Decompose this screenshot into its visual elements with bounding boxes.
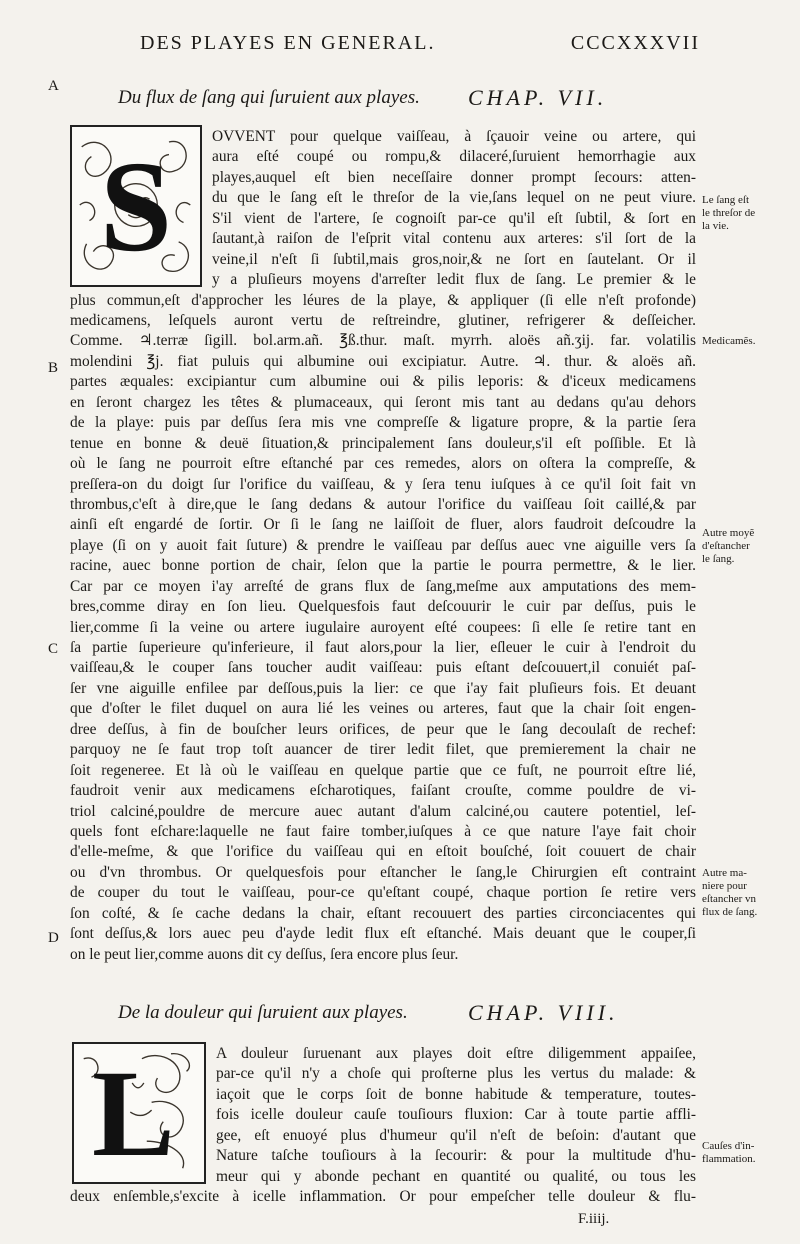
text-line: thrombus,c'eſt à dire,que le ſang dedans & autour l'orifice du vaiſſeau ſoit caillé,& par	[70, 495, 696, 513]
margin-letter-a: A	[48, 78, 59, 94]
text-line: bres,comme diray en ſon lieu. Quelquesfois faut deſcouurir le cuir par deſſus, puis le	[70, 598, 696, 616]
margin-letter-b: B	[48, 360, 59, 376]
text-line: iaçoit que le corps ſoit de bonne habitude & temperature, toutes-	[216, 1085, 696, 1103]
text-line: Comme. ♃.terræ ſigill. bol.arm.añ. ℥ß.thur. maſt. myrrh. aloës añ.ʒij. far. volatilis	[70, 332, 696, 350]
note-line: le ſang.	[702, 553, 735, 565]
ornamented-initial-l	[72, 1042, 206, 1184]
text-line: d'elle-meſme, & que l'orifice du vaiſſeau qui en eſtoit bouſché, ſoit couuert de chair	[70, 843, 696, 861]
text-line: ſon coſté, & ſe cache dedans la chair, eſtant recouuert des parties circonciacentes qui	[70, 904, 696, 922]
text-line: ſer vne aiguille enfilee par deſſous,puis la lier: ce que i'ay fait pluſieurs fois. Et deuant	[70, 679, 696, 697]
text-line: ſa partie ſuperieure qu'inferieure, il faut alors,pour la lier, eſleuer le cuir à l'endroit du	[70, 639, 696, 657]
chapter-8-number: CHAP. VIII.	[468, 1000, 619, 1025]
text-line: racine, auec bonne portion de chair, ſelon que la partie le pourra permettre, & le lier.	[70, 557, 696, 575]
text-line: playes,auquel eſt bien neceſſaire donner prompt ſecours: atten-	[212, 168, 696, 186]
text-line: deux enſemble,s'excite à icelle inflammation. Or pour empeſcher telle douleur & flu-	[70, 1188, 696, 1206]
text-line: quels font eſchare:laquelle ne faut faire tomber,iuſques à ce que nature l'aye fait choir	[70, 822, 696, 840]
marginal-note	[702, 1140, 794, 1166]
text-line: parquoy ne ſe faut trop toſt auancer de tirer ledit filet, que premierement la chair ne	[70, 741, 696, 759]
text-line: partes æquales: excipiantur cum albumine oui & pilis leporis: & d'iceux medicamens	[70, 373, 696, 391]
text-line: S'il vient de l'artere, ſe cognoiſt par-ce qu'il eſt ſubtil, & ſort en	[212, 209, 696, 227]
text-line: où le ſang ne pourroit eſtre eſtanché par ces remedes, alors on oſtera la compreſſe, &	[70, 455, 696, 473]
text-line: medicamens, leſquels auront vertu de reſtreindre, glutiner, refrigerer & deſſeicher.	[70, 312, 696, 330]
note-line: niere pour	[702, 880, 747, 892]
text-line: vaiſſeau,& le couper ſans toucher audit vaiſſeau: puis eſtant deſcouuert,il conuiét paſ-	[70, 659, 696, 677]
text-line: triol calciné,pouldre de mercure auec autant d'alum calciné,ou cautere potentiel, leſ-	[70, 802, 696, 820]
marginal-note	[702, 867, 794, 919]
text-line: plus commun,eſt d'approcher les léures de la playe, & appliquer (ſi elle n'eſt profonde)	[70, 291, 696, 309]
text-line: A douleur ſuruenant aux playes doit eſtre diligemment appaiſee,	[216, 1045, 696, 1062]
text-line: on le peut lier,comme auons dit cy deſſus, ſera encore plus ſeur.	[70, 945, 459, 963]
text-line: dree deſſus, à fin de bouſcher leurs orifices, de peur que le ſang decoulaſt de rechef:	[70, 720, 696, 738]
note-line: Le ſang eſt	[702, 194, 750, 206]
text-line: ou d'vn thrombus. Or quelquesfois pour eſtancher le ſang,le Chirurgien eſt contraint	[70, 863, 696, 881]
note-line: le threſor de	[702, 207, 756, 219]
text-line: Car par ce moyen i'ay arreſté de grans flux de ſang,meſme aux amputations des mem-	[70, 577, 696, 595]
note-line: Cauſes d'in-	[702, 1140, 755, 1152]
chapter-8-body	[70, 1187, 696, 1207]
text-line: veine,il n'eſt ſi ſubtil,mais gros,noir,& ne ſort en ſautelant. Or il	[212, 250, 696, 268]
initial-letter-l: L	[92, 1045, 175, 1182]
initial-letter-s: S	[99, 135, 173, 279]
margin-letter-d: D	[48, 930, 59, 946]
note-line: flux de ſang.	[702, 906, 758, 918]
text-line: y a pluſieurs moyens d'arreſter ledit flux de ſang. Le premier & le	[212, 271, 696, 289]
running-title: DES PLAYES EN GENERAL.	[140, 32, 436, 54]
folio-number: CCCXXXVII	[570, 32, 700, 54]
text-line: ſautant,à raiſon de l'eſprit vital contenu aux arteres: s'il ſort de la	[212, 230, 696, 248]
marginal-note	[702, 194, 794, 233]
text-line: de la playe: puis par deſſus ſera mis vne compreſſe & ligature propre, & la partie ſera	[70, 414, 696, 432]
text-line: de couper du tout le vaiſſeau, pour-ce qu'eſtant coupé, chaque portion ſe retire vers	[70, 884, 696, 902]
note-line: Medicamẽs.	[702, 335, 756, 347]
text-line: OVVENT pour quelque vaiſſeau, à ſçauoir veine ou artere, qui	[212, 128, 696, 145]
margin-letter-c: C	[48, 641, 59, 657]
text-line: aura eſté coupé ou rompu,& dilaceré,ſuruient hemorrhagie aux	[212, 148, 696, 166]
chapter-7-title: Du flux de ſang qui ſuruient aux playes.	[118, 87, 420, 108]
text-line: lier,comme ſi la veine ou artere iugulaire auroyent eſté coupees: ſi elle ſe retire tant en	[70, 618, 696, 636]
note-line: Autre ma-	[702, 867, 747, 879]
text-line: par-ce qu'il n'y a choſe qui proſterne plus les vertus du malade: &	[216, 1065, 696, 1083]
chapter-7-opening	[212, 127, 696, 291]
text-line: du que le ſang eſt le threſor de la vie,ſans lequel on ne peut viure.	[212, 189, 696, 207]
text-line: ſoit regeneree. Et là où le vaiſſeau en quelque partie que ce fuſt, ne pourroit eſtre lié,	[70, 761, 696, 779]
text-line: preſſera-on du doigt ſur l'orifice du vaiſſeau, & y ſera tenu iuſques à ce qu'il ſoit fait vn	[70, 475, 696, 493]
ornamented-initial-s	[70, 125, 202, 287]
text-line: ainſi eſt engardé de ſortir. Or ſi le ſang ne laiſſoit de fluer, alors faudroit deſcoudre la	[70, 516, 696, 534]
text-line: tenue en bonne & deuë ſituation,& principalement ſans douleur,s'il eſt poſſible. Et là	[70, 434, 696, 452]
chapter-7-number: CHAP. VII.	[468, 85, 608, 110]
text-line: ſont deſſus,& lors auec peu d'ayde ledit flux eſt eſtanché. Mais deuant que le couper,ſi	[70, 925, 696, 943]
chapter-8-opening	[216, 1044, 696, 1187]
text-line: playe (ſi on y auoit fait ſuture) & prendre le vaiſſeau par deſſus auec vne aiguille vers ſa	[70, 536, 696, 554]
note-line: la vie.	[702, 220, 729, 232]
chapter-8-title: De la douleur qui ſuruient aux playes.	[118, 1002, 408, 1023]
text-line: molendini ℥j. fiat puluis qui albumine oui excipiatur. Autre. ♃. thur. & aloës añ.	[70, 352, 696, 370]
marginal-note	[702, 527, 794, 566]
text-line: Nature taſche touſiours à la ſecourir: & pour la multitude d'hu-	[216, 1147, 696, 1165]
chapter-7-body	[70, 291, 696, 965]
text-line: meur qui y abonde pechant en quantité ou qualité, ou tous les	[216, 1167, 696, 1185]
text-line: fois icelle douleur cauſe touſiours fluxion: Car à toute partie affli-	[216, 1106, 696, 1124]
text-line: que d'oſter le filet duquel on aura lié les veines ou arteres, faut que la chair ſoit engen-	[70, 700, 696, 718]
text-line: en ſeront chargez les têtes & plumaceaux, qui ſeront mis tant au dedans qu'au dehors	[70, 393, 696, 411]
note-line: Autre moyẽ	[702, 527, 755, 539]
chapter-8-heading	[118, 1000, 698, 1028]
chapter-7-heading	[118, 85, 698, 113]
signature-mark: F.iiij.	[578, 1211, 610, 1227]
note-line: eſtancher vn	[702, 893, 757, 905]
marginal-note	[702, 335, 794, 348]
note-line: flammation.	[702, 1153, 756, 1165]
text-line: gee, eſt enuoyé plus d'humeur qu'il n'eſt de beſoin: d'autant que	[216, 1126, 696, 1144]
note-line: d'eſtancher	[702, 540, 750, 552]
text-line: faudroit venir aux medicamens eſcharotiques, faiſant crouſte, comme pouldre de vi-	[70, 782, 696, 800]
